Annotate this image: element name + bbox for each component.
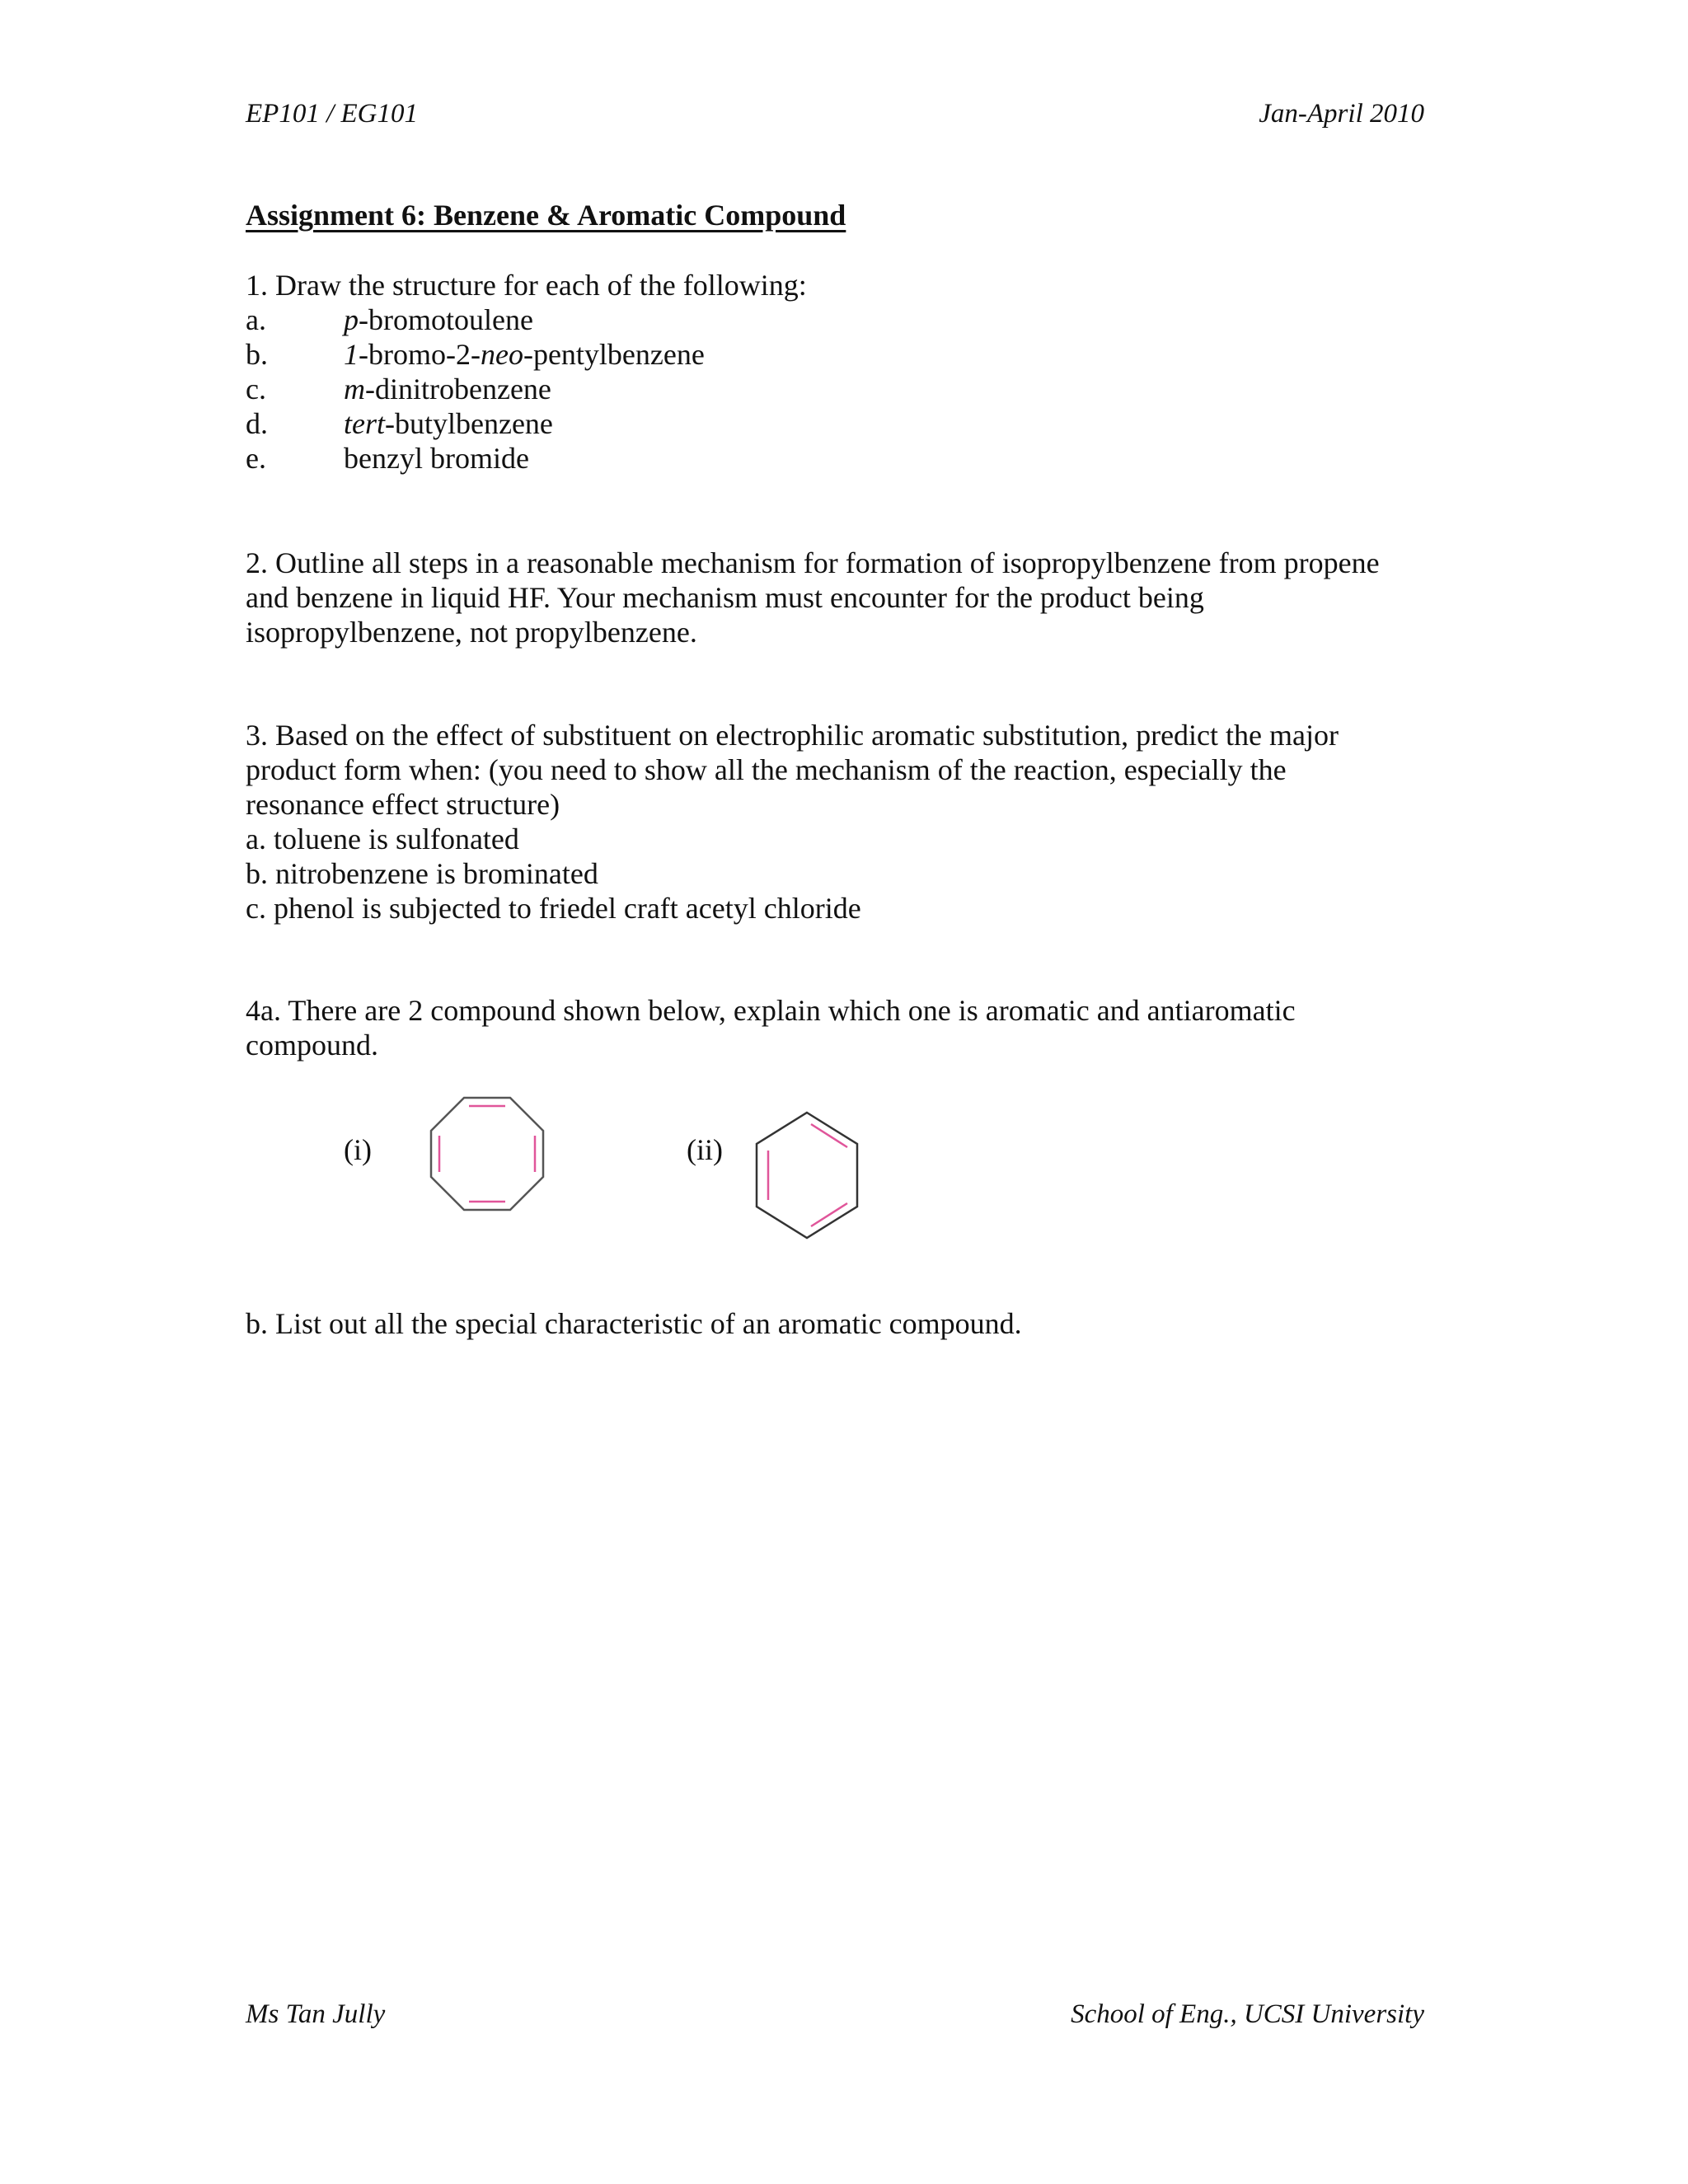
question-3-line: 3. Based on the effect of substituent on electrophilic aromatic substitution, predict the major (246, 719, 1339, 752)
item-rest: -pentylbenzene (523, 338, 705, 371)
item-text (344, 302, 533, 337)
item-rest: -butylbenzene (385, 407, 553, 440)
item-text (344, 372, 551, 406)
structure-label-i: (i) (344, 1133, 372, 1166)
item-letter: b. (246, 338, 268, 371)
question-4b: b. List out all the special characteristic of an aromatic compound. (246, 1307, 1022, 1340)
item-letter: d. (246, 407, 268, 440)
item-rest: -bromotoulene (359, 303, 533, 336)
question-2-line: 2. Outline all steps in a reasonable mechanism for formation of isopropylbenzene from propene (246, 546, 1380, 579)
question-4a-line: compound. (246, 1029, 378, 1062)
question-3 (246, 718, 1424, 926)
item-italic-mid: neo (480, 338, 523, 371)
question-1-item-d (246, 406, 1424, 441)
hexagon-ring (757, 1113, 857, 1238)
assignment-title: Assignment 6: Benzene & Aromatic Compound (246, 199, 846, 232)
header-course-code: EP101 / EG101 (246, 99, 418, 129)
item-letter: c. (246, 373, 266, 405)
item-italic-prefix: tert (344, 407, 385, 440)
octagon-ring (431, 1098, 543, 1210)
item-italic-prefix: p (344, 303, 359, 336)
item-text (344, 441, 529, 476)
item-rest: benzyl bromide (344, 442, 529, 475)
footer-lecturer: Ms Tan Jully (246, 1999, 386, 2029)
question-1-item-b (246, 337, 1424, 372)
item-text (344, 337, 705, 372)
question-2-line: and benzene in liquid HF. Your mechanism must encounter for the product being (246, 581, 1204, 614)
benzene-structure-icon (753, 1109, 860, 1241)
question-3-line: product form when: (you need to show all the mechanism of the reaction, especially the (246, 753, 1287, 786)
header-term: Jan-April 2010 (1259, 99, 1424, 129)
item-mid: -bromo-2- (359, 338, 481, 371)
question-1-item-a (246, 302, 1424, 337)
question-3-subitem-c: c. phenol is subjected to friedel craft acetyl chloride (246, 892, 861, 925)
footer-institution: School of Eng., UCSI University (1071, 1999, 1424, 2029)
question-4a (246, 993, 1424, 1062)
question-2-line: isopropylbenzene, not propylbenzene. (246, 616, 697, 649)
item-rest: -dinitrobenzene (365, 373, 551, 405)
question-1-item-c (246, 372, 1424, 406)
item-italic-prefix: 1 (344, 338, 359, 371)
question-4a-line: 4a. There are 2 compound shown below, explain which one is aromatic and antiaromatic (246, 994, 1296, 1027)
question-1 (246, 268, 1424, 476)
question-3-subitem-a: a. toluene is sulfonated (246, 823, 519, 855)
cyclooctatetraene-structure-icon (428, 1094, 546, 1213)
question-3-subitem-b: b. nitrobenzene is brominated (246, 857, 598, 890)
item-italic-prefix: m (344, 373, 365, 405)
question-2 (246, 546, 1424, 649)
item-text (344, 406, 553, 441)
question-1-prompt: 1. Draw the structure for each of the following: (246, 269, 807, 302)
structure-label-ii: (ii) (687, 1133, 723, 1166)
question-3-line: resonance effect structure) (246, 788, 560, 821)
question-1-item-e (246, 441, 1424, 476)
item-letter: a. (246, 303, 266, 336)
item-letter: e. (246, 442, 266, 475)
